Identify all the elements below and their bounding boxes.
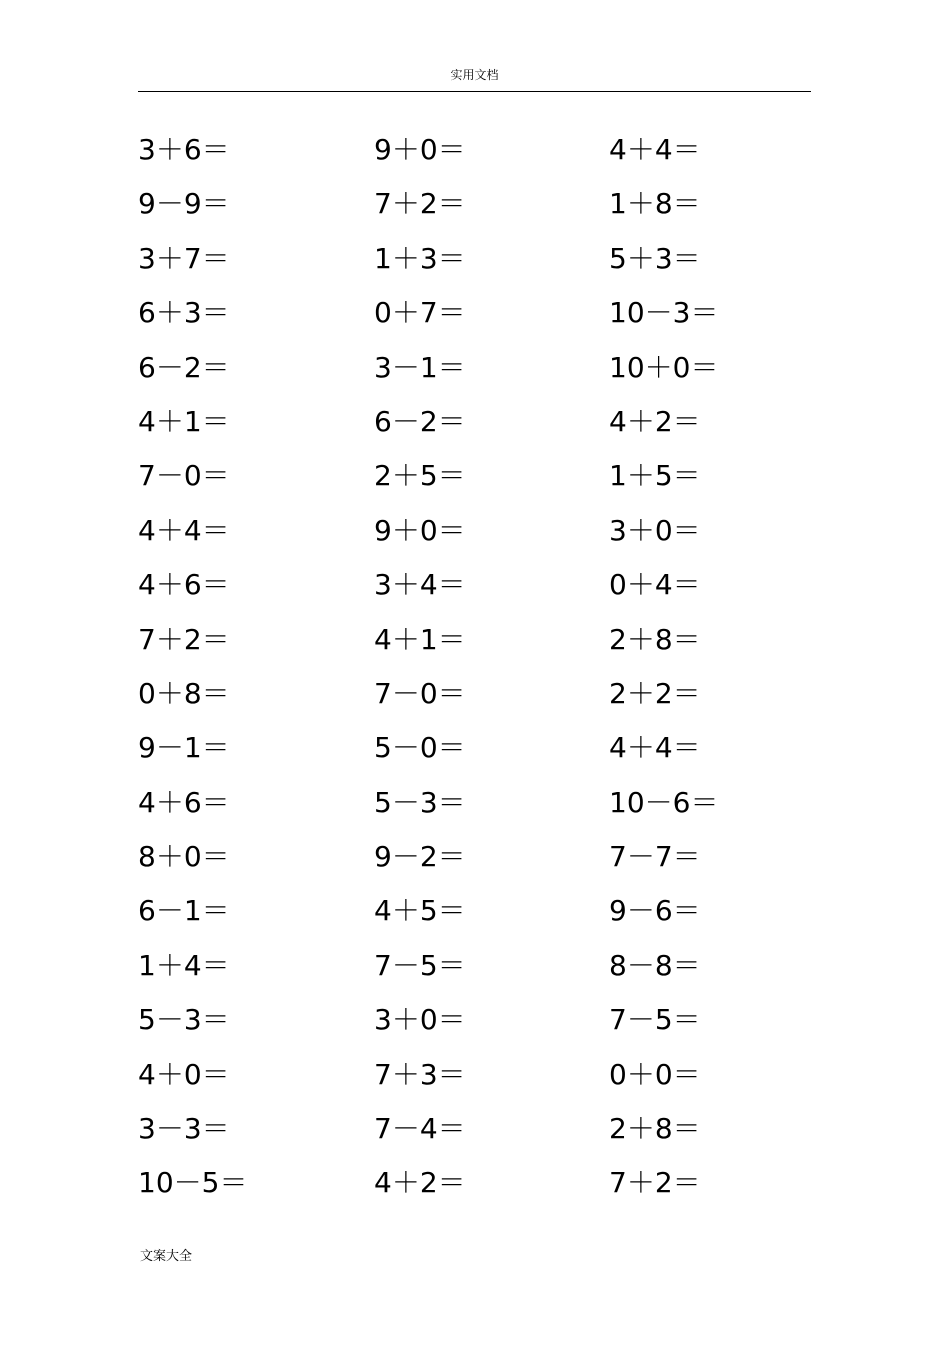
math-problem: 9－1＝ (138, 731, 230, 765)
math-problem: 4＋0＝ (138, 1057, 230, 1091)
problem-row (138, 892, 818, 946)
math-problem: 3＋0＝ (609, 513, 701, 547)
problem-row (138, 185, 818, 239)
math-problem: 0＋7＝ (374, 296, 466, 330)
problem-row (138, 403, 818, 457)
math-problem: 8＋0＝ (138, 840, 230, 874)
math-problem: 4＋2＝ (609, 404, 701, 438)
math-problem: 10＋0＝ (609, 350, 719, 384)
math-problem: 7－5＝ (374, 948, 466, 982)
math-problem: 9－2＝ (374, 840, 466, 874)
problem-row (138, 838, 818, 892)
math-problem: 5－3＝ (374, 785, 466, 819)
math-problem: 7－0＝ (374, 676, 466, 710)
math-problem: 3－3＝ (138, 1112, 230, 1146)
problem-row (138, 621, 818, 675)
math-problem: 3－1＝ (374, 350, 466, 384)
math-problem: 2＋2＝ (609, 676, 701, 710)
math-problem: 7＋2＝ (138, 622, 230, 656)
problem-row (138, 457, 818, 511)
math-problem: 7＋2＝ (609, 1166, 701, 1200)
math-problem: 7－5＝ (609, 1003, 701, 1037)
math-problem: 7＋2＝ (374, 187, 466, 221)
math-problem: 5－0＝ (374, 731, 466, 765)
header-title: 实用文档 (450, 68, 499, 82)
problem-row (138, 784, 818, 838)
problem-row (138, 1001, 818, 1055)
math-problem: 0＋8＝ (138, 676, 230, 710)
problem-row (138, 566, 818, 620)
problem-row (138, 947, 818, 1001)
problem-row (138, 349, 818, 403)
math-problem: 6＋3＝ (138, 296, 230, 330)
math-problem: 3＋7＝ (138, 241, 230, 275)
arithmetic-worksheet (138, 131, 818, 1219)
math-problem: 2＋8＝ (609, 1112, 701, 1146)
math-problem: 1＋8＝ (609, 187, 701, 221)
math-problem: 6－1＝ (138, 894, 230, 928)
math-problem: 2＋5＝ (374, 459, 466, 493)
problem-row (138, 1110, 818, 1164)
math-problem: 0＋0＝ (609, 1057, 701, 1091)
math-problem: 4＋4＝ (609, 133, 701, 166)
math-problem: 3＋0＝ (374, 1003, 466, 1037)
math-problem: 7－7＝ (609, 840, 701, 874)
page-header (138, 64, 811, 92)
math-problem: 9＋0＝ (374, 133, 466, 166)
math-problem: 9－6＝ (609, 894, 701, 928)
math-problem: 4＋4＝ (609, 731, 701, 765)
math-problem: 5＋3＝ (609, 241, 701, 275)
math-problem: 8－8＝ (609, 948, 701, 982)
math-problem: 1＋3＝ (374, 241, 466, 275)
problem-row (138, 729, 818, 783)
math-problem: 5－3＝ (138, 1003, 230, 1037)
problem-row (138, 1056, 818, 1110)
math-problem: 10－3＝ (609, 296, 719, 330)
math-problem: 7＋3＝ (374, 1057, 466, 1091)
problem-row (138, 512, 818, 566)
problem-row (138, 131, 818, 185)
math-problem: 6－2＝ (138, 350, 230, 384)
problem-row (138, 294, 818, 348)
math-problem: 10－6＝ (609, 785, 719, 819)
math-problem: 4＋6＝ (138, 785, 230, 819)
math-problem: 3＋6＝ (138, 133, 230, 166)
math-problem: 6－2＝ (374, 404, 466, 438)
footer-text: 文案大全 (140, 1249, 193, 1264)
problem-row (138, 240, 818, 294)
math-problem: 1＋4＝ (138, 948, 230, 982)
math-problem: 4＋6＝ (138, 568, 230, 602)
math-problem: 0＋4＝ (609, 568, 701, 602)
math-problem: 9－9＝ (138, 187, 230, 221)
problem-row (138, 1164, 818, 1218)
math-problem: 4＋4＝ (138, 513, 230, 547)
math-problem: 4＋5＝ (374, 894, 466, 928)
math-problem: 10－5＝ (138, 1166, 248, 1200)
math-problem: 7－4＝ (374, 1112, 466, 1146)
math-problem: 7－0＝ (138, 459, 230, 493)
math-problem: 4＋2＝ (374, 1166, 466, 1200)
math-problem: 9＋0＝ (374, 513, 466, 547)
math-problem: 4＋1＝ (374, 622, 466, 656)
math-problem: 1＋5＝ (609, 459, 701, 493)
math-problem: 3＋4＝ (374, 568, 466, 602)
math-problem: 4＋1＝ (138, 404, 230, 438)
math-problem: 2＋8＝ (609, 622, 701, 656)
problem-row (138, 675, 818, 729)
